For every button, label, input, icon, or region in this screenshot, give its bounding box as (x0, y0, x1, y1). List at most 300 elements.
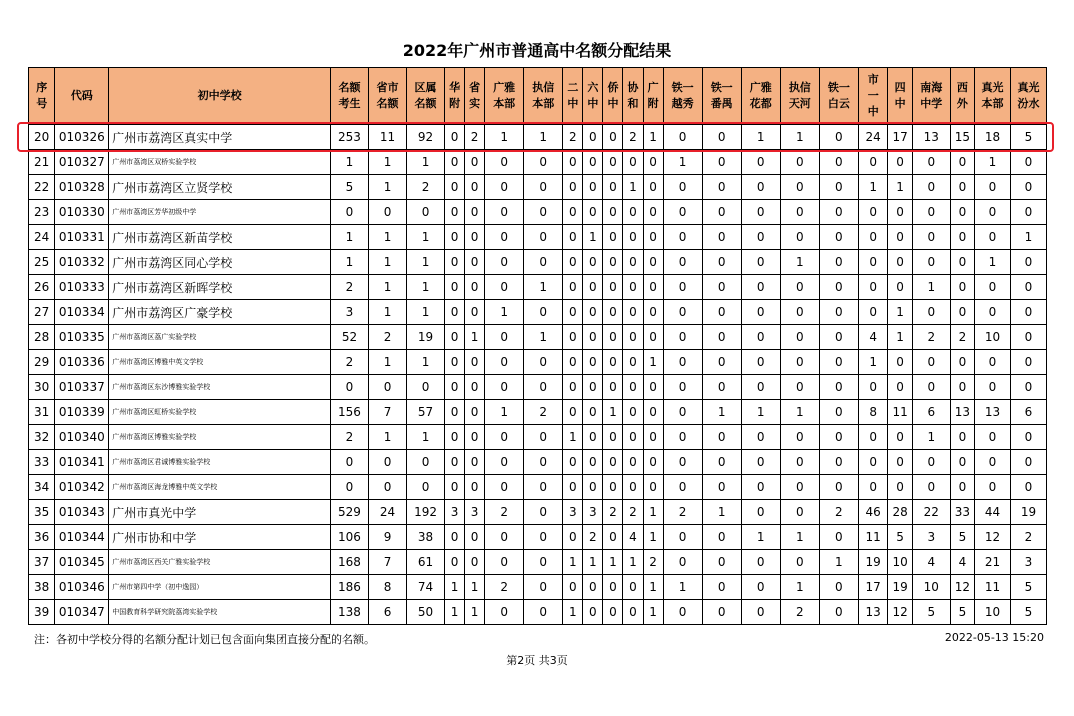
table-cell: 36 (29, 525, 55, 550)
table-cell: 29 (29, 350, 55, 375)
table-cell: 010337 (55, 375, 109, 400)
table-cell: 0 (741, 300, 780, 325)
table-cell: 1 (888, 300, 912, 325)
table-cell: 0 (445, 450, 465, 475)
footnote: 注：各初中学校分得的名额分配计划已包含面向集团直接分配的名额。 (34, 633, 375, 646)
table-cell: 1 (780, 250, 819, 275)
table-cell: 0 (623, 250, 643, 275)
table-cell: 0 (663, 375, 702, 400)
table-cell: 0 (445, 225, 465, 250)
table-cell: 0 (819, 350, 858, 375)
table-cell: 1 (643, 525, 663, 550)
table-cell: 11 (975, 575, 1011, 600)
table-cell: 0 (950, 475, 974, 500)
table-cell: 0 (741, 500, 780, 525)
table-cell: 156 (330, 400, 368, 425)
table-cell: 1 (583, 550, 603, 575)
table-cell: 0 (780, 275, 819, 300)
table-cell: 0 (975, 175, 1011, 200)
table-cell: 0 (702, 550, 741, 575)
table-cell: 0 (524, 450, 563, 475)
column-header: 执信 天河 (780, 68, 819, 125)
table-cell: 28 (29, 325, 55, 350)
table-cell: 1 (563, 425, 583, 450)
table-cell: 0 (445, 350, 465, 375)
table-cell: 0 (445, 475, 465, 500)
table-cell: 1 (407, 225, 445, 250)
table-cell: 57 (407, 400, 445, 425)
table-cell: 1 (858, 175, 888, 200)
table-cell: 1 (465, 325, 485, 350)
table-cell: 46 (858, 500, 888, 525)
table-cell: 0 (583, 175, 603, 200)
table-cell: 0 (465, 150, 485, 175)
table-cell: 106 (330, 525, 368, 550)
table-cell: 0 (583, 125, 603, 150)
table-cell: 0 (524, 200, 563, 225)
table-cell: 0 (663, 475, 702, 500)
table-cell: 0 (888, 200, 912, 225)
table-cell: 0 (623, 425, 643, 450)
table-cell: 4 (950, 550, 974, 575)
column-header: 华 附 (445, 68, 465, 125)
table-cell: 0 (603, 525, 623, 550)
table-cell: 2 (780, 600, 819, 625)
table-cell: 0 (330, 375, 368, 400)
table-cell: 0 (445, 400, 465, 425)
table-cell: 0 (1010, 250, 1046, 275)
table-cell: 0 (912, 350, 950, 375)
table-cell: 0 (1010, 450, 1046, 475)
table-cell: 0 (369, 475, 407, 500)
table-cell: 1 (369, 275, 407, 300)
table-cell: 0 (1010, 325, 1046, 350)
table-cell: 0 (975, 350, 1011, 375)
table-cell: 010330 (55, 200, 109, 225)
table-cell: 010343 (55, 500, 109, 525)
table-cell: 0 (780, 300, 819, 325)
table-cell: 0 (663, 275, 702, 300)
table-cell: 0 (975, 450, 1011, 475)
table-cell: 1 (485, 300, 524, 325)
table-cell: 0 (563, 275, 583, 300)
table-cell: 15 (950, 125, 974, 150)
table-cell: 1 (407, 425, 445, 450)
table-cell: 1 (780, 525, 819, 550)
table-cell: 138 (330, 600, 368, 625)
table-cell: 0 (741, 600, 780, 625)
table-cell: 3 (563, 500, 583, 525)
table-cell: 0 (445, 175, 465, 200)
table-cell: 1 (369, 425, 407, 450)
table-cell: 0 (780, 425, 819, 450)
table-cell: 0 (780, 550, 819, 575)
table-cell: 0 (603, 575, 623, 600)
table-cell: 1 (524, 125, 563, 150)
table-cell: 0 (702, 275, 741, 300)
table-cell: 1 (407, 150, 445, 175)
table-cell: 0 (643, 375, 663, 400)
column-header: 执信 本部 (524, 68, 563, 125)
table-cell: 0 (524, 300, 563, 325)
table-cell: 1 (623, 550, 643, 575)
table-cell: 10 (975, 325, 1011, 350)
table-cell: 30 (29, 375, 55, 400)
column-header: 铁一 越秀 (663, 68, 702, 125)
table-cell: 0 (780, 475, 819, 500)
table-cell: 0 (524, 425, 563, 450)
table-cell: 0 (888, 250, 912, 275)
table-cell: 1 (663, 575, 702, 600)
table-cell: 0 (819, 125, 858, 150)
table-cell: 192 (407, 500, 445, 525)
table-cell: 010339 (55, 400, 109, 425)
table-cell: 0 (369, 375, 407, 400)
table-cell: 1 (912, 275, 950, 300)
table-cell: 0 (603, 175, 623, 200)
table-cell: 010331 (55, 225, 109, 250)
table-cell: 0 (643, 250, 663, 275)
table-cell: 5 (1010, 600, 1046, 625)
table-cell: 0 (524, 225, 563, 250)
table-cell: 0 (858, 300, 888, 325)
table-cell: 010332 (55, 250, 109, 275)
table-cell: 0 (603, 475, 623, 500)
table-cell: 广州市协和中学 (109, 525, 331, 550)
table-cell: 35 (29, 500, 55, 525)
table-cell: 38 (29, 575, 55, 600)
table-cell: 0 (445, 375, 465, 400)
table-cell: 1 (741, 400, 780, 425)
table-cell: 010342 (55, 475, 109, 500)
table-cell: 0 (819, 575, 858, 600)
table-cell: 0 (603, 375, 623, 400)
table-cell: 0 (780, 325, 819, 350)
table-cell: 11 (369, 125, 407, 150)
table-cell: 0 (623, 600, 643, 625)
table-cell: 0 (663, 600, 702, 625)
table-cell: 0 (819, 300, 858, 325)
table-cell: 0 (702, 350, 741, 375)
table-cell: 11 (858, 525, 888, 550)
table-cell: 0 (888, 425, 912, 450)
table-cell: 0 (702, 425, 741, 450)
table-cell: 1 (1010, 225, 1046, 250)
table-cell: 0 (858, 450, 888, 475)
table-cell: 广州市荔湾区西关广雅实验学校 (109, 550, 331, 575)
table-cell: 0 (563, 350, 583, 375)
table-cell: 0 (407, 200, 445, 225)
table-cell: 0 (741, 550, 780, 575)
table-cell: 1 (643, 575, 663, 600)
table-cell: 广州市荔湾区广豪学校 (109, 300, 331, 325)
table-cell: 010345 (55, 550, 109, 575)
table-cell: 2 (330, 425, 368, 450)
table-row (29, 525, 1047, 550)
table-cell: 0 (663, 200, 702, 225)
table-cell: 1 (524, 325, 563, 350)
table-cell: 0 (702, 150, 741, 175)
table-cell: 广州市荔湾区新苗学校 (109, 225, 331, 250)
table-cell: 广州市荔湾区立贤学校 (109, 175, 331, 200)
table-cell: 0 (524, 500, 563, 525)
table-cell: 10 (912, 575, 950, 600)
table-cell: 0 (465, 400, 485, 425)
table-cell: 61 (407, 550, 445, 575)
column-header: 初中学校 (109, 68, 331, 125)
table-row (29, 150, 1047, 175)
table-cell: 1 (623, 175, 643, 200)
table-cell: 2 (950, 325, 974, 350)
table-cell: 0 (623, 450, 643, 475)
table-cell: 1 (563, 600, 583, 625)
table-cell: 0 (1010, 200, 1046, 225)
table-cell: 1 (603, 550, 623, 575)
table-cell: 1 (445, 600, 465, 625)
table-cell: 0 (950, 225, 974, 250)
table-cell: 0 (485, 450, 524, 475)
table-cell: 1 (643, 500, 663, 525)
table-cell: 0 (445, 425, 465, 450)
table-cell: 0 (524, 600, 563, 625)
column-header: 六 中 (583, 68, 603, 125)
table-cell: 5 (950, 600, 974, 625)
table-cell: 0 (950, 350, 974, 375)
table-cell: 010327 (55, 150, 109, 175)
table-cell: 0 (780, 350, 819, 375)
table-cell: 0 (524, 550, 563, 575)
table-cell: 0 (563, 325, 583, 350)
table-cell: 0 (819, 375, 858, 400)
table-cell: 0 (858, 375, 888, 400)
table-cell: 1 (407, 350, 445, 375)
table-cell: 0 (407, 375, 445, 400)
table-cell: 0 (643, 200, 663, 225)
table-cell: 0 (741, 475, 780, 500)
table-cell: 2 (465, 125, 485, 150)
table-cell: 010341 (55, 450, 109, 475)
table-cell: 1 (407, 275, 445, 300)
table-cell: 010328 (55, 175, 109, 200)
table-cell: 0 (563, 375, 583, 400)
table-cell: 0 (819, 325, 858, 350)
table-cell: 0 (780, 175, 819, 200)
table-cell: 010336 (55, 350, 109, 375)
table-cell: 0 (524, 575, 563, 600)
table-cell: 0 (975, 375, 1011, 400)
table-cell: 0 (623, 475, 643, 500)
table-cell: 0 (583, 200, 603, 225)
table-cell: 1 (407, 250, 445, 275)
table-cell: 0 (912, 225, 950, 250)
table-cell: 2 (330, 350, 368, 375)
table-cell: 9 (369, 525, 407, 550)
column-header: 侨 中 (603, 68, 623, 125)
table-cell: 0 (583, 450, 603, 475)
column-header: 区属 名额 (407, 68, 445, 125)
table-cell: 广州市荔湾区海龙博雅中英文学校 (109, 475, 331, 500)
table-cell: 0 (663, 250, 702, 275)
table-cell: 0 (702, 600, 741, 625)
table-cell: 0 (643, 175, 663, 200)
table-cell: 0 (583, 475, 603, 500)
table-cell: 0 (623, 400, 643, 425)
table-cell: 0 (950, 175, 974, 200)
table-cell: 0 (702, 175, 741, 200)
table-cell: 3 (1010, 550, 1046, 575)
table-cell: 13 (912, 125, 950, 150)
table-cell: 92 (407, 125, 445, 150)
table-cell: 2 (369, 325, 407, 350)
table-cell: 0 (485, 600, 524, 625)
table-cell: 广州市荔湾区博雅中英文学校 (109, 350, 331, 375)
column-header: 代码 (55, 68, 109, 125)
table-row (29, 175, 1047, 200)
table-cell: 0 (603, 125, 623, 150)
table-cell: 0 (485, 525, 524, 550)
table-cell: 1 (643, 125, 663, 150)
table-cell: 0 (583, 400, 603, 425)
table-cell: 0 (445, 300, 465, 325)
table-cell: 0 (950, 425, 974, 450)
table-cell: 23 (29, 200, 55, 225)
table-cell: 13 (975, 400, 1011, 425)
table-cell: 广州市荔湾区君诚博雅实验学校 (109, 450, 331, 475)
table-row (29, 475, 1047, 500)
table-cell: 1 (407, 300, 445, 325)
table-cell: 2 (407, 175, 445, 200)
table-cell: 2 (524, 400, 563, 425)
table-cell: 0 (643, 325, 663, 350)
table-cell: 0 (741, 575, 780, 600)
table-cell: 0 (407, 450, 445, 475)
table-row (29, 250, 1047, 275)
table-cell: 0 (465, 275, 485, 300)
table-cell: 8 (858, 400, 888, 425)
table-cell: 5 (1010, 575, 1046, 600)
table-cell: 0 (623, 325, 643, 350)
table-cell: 38 (407, 525, 445, 550)
table-cell: 广州市荔湾区荔广实验学校 (109, 325, 331, 350)
table-cell: 2 (485, 500, 524, 525)
table-cell: 0 (330, 200, 368, 225)
table-cell: 11 (888, 400, 912, 425)
table-cell: 28 (888, 500, 912, 525)
table-cell: 0 (950, 150, 974, 175)
table-cell: 0 (741, 375, 780, 400)
table-cell: 22 (29, 175, 55, 200)
table-cell: 0 (445, 200, 465, 225)
table-cell: 0 (603, 275, 623, 300)
table-cell: 0 (563, 250, 583, 275)
table-cell: 0 (583, 250, 603, 275)
table-cell: 0 (819, 450, 858, 475)
table-cell: 0 (702, 250, 741, 275)
table-cell: 0 (663, 425, 702, 450)
table-cell: 31 (29, 400, 55, 425)
table-cell: 21 (29, 150, 55, 175)
table-cell: 32 (29, 425, 55, 450)
table-cell: 0 (858, 225, 888, 250)
table-cell: 0 (643, 275, 663, 300)
table-cell: 0 (702, 200, 741, 225)
table-cell: 0 (663, 525, 702, 550)
table-cell: 1 (912, 425, 950, 450)
table-cell: 0 (465, 200, 485, 225)
table-cell: 0 (524, 250, 563, 275)
table-cell: 1 (741, 525, 780, 550)
table-row (29, 575, 1047, 600)
column-header: 省 实 (465, 68, 485, 125)
table-cell: 1 (888, 325, 912, 350)
table-cell: 0 (603, 150, 623, 175)
table-cell: 0 (524, 525, 563, 550)
table-cell: 0 (858, 275, 888, 300)
table-cell: 0 (603, 250, 623, 275)
table-cell: 0 (858, 250, 888, 275)
table-cell: 5 (912, 600, 950, 625)
table-cell: 0 (741, 150, 780, 175)
table-cell: 0 (524, 375, 563, 400)
table-cell: 1 (369, 150, 407, 175)
table-cell: 0 (702, 225, 741, 250)
table-cell: 2 (643, 550, 663, 575)
table-cell: 0 (819, 400, 858, 425)
table-cell: 2 (912, 325, 950, 350)
table-cell: 广州市荔湾区新晖学校 (109, 275, 331, 300)
column-header: 铁一 番禺 (702, 68, 741, 125)
table-cell: 1 (975, 150, 1011, 175)
table-cell: 0 (583, 150, 603, 175)
table-cell: 0 (603, 350, 623, 375)
table-cell: 0 (445, 325, 465, 350)
table-cell: 1 (702, 400, 741, 425)
table-cell: 0 (643, 450, 663, 475)
table-cell: 39 (29, 600, 55, 625)
table-cell: 1 (369, 350, 407, 375)
table-cell: 010340 (55, 425, 109, 450)
table-cell: 2 (485, 575, 524, 600)
table-cell: 7 (369, 550, 407, 575)
table-cell: 0 (1010, 150, 1046, 175)
table-cell: 0 (563, 475, 583, 500)
table-cell: 010335 (55, 325, 109, 350)
table-cell: 0 (465, 475, 485, 500)
table-cell: 3 (583, 500, 603, 525)
document-title: 2022年广州市普通高中名额分配结果 (402, 41, 672, 60)
table-cell: 1 (465, 575, 485, 600)
table-cell: 1 (485, 125, 524, 150)
column-header: 协 和 (623, 68, 643, 125)
table-cell: 5 (950, 525, 974, 550)
table-cell: 4 (858, 325, 888, 350)
table-cell: 0 (663, 350, 702, 375)
table-cell: 1 (643, 350, 663, 375)
table-cell: 0 (819, 525, 858, 550)
table-cell: 0 (663, 225, 702, 250)
table-cell: 0 (623, 225, 643, 250)
table-cell: 0 (485, 275, 524, 300)
table-cell: 0 (950, 450, 974, 475)
table-cell: 37 (29, 550, 55, 575)
table-cell: 0 (623, 300, 643, 325)
table-cell: 2 (663, 500, 702, 525)
table-cell: 2 (603, 500, 623, 525)
table-cell: 0 (563, 300, 583, 325)
table-cell: 19 (1010, 500, 1046, 525)
table-cell: 0 (485, 250, 524, 275)
table-cell: 0 (819, 225, 858, 250)
